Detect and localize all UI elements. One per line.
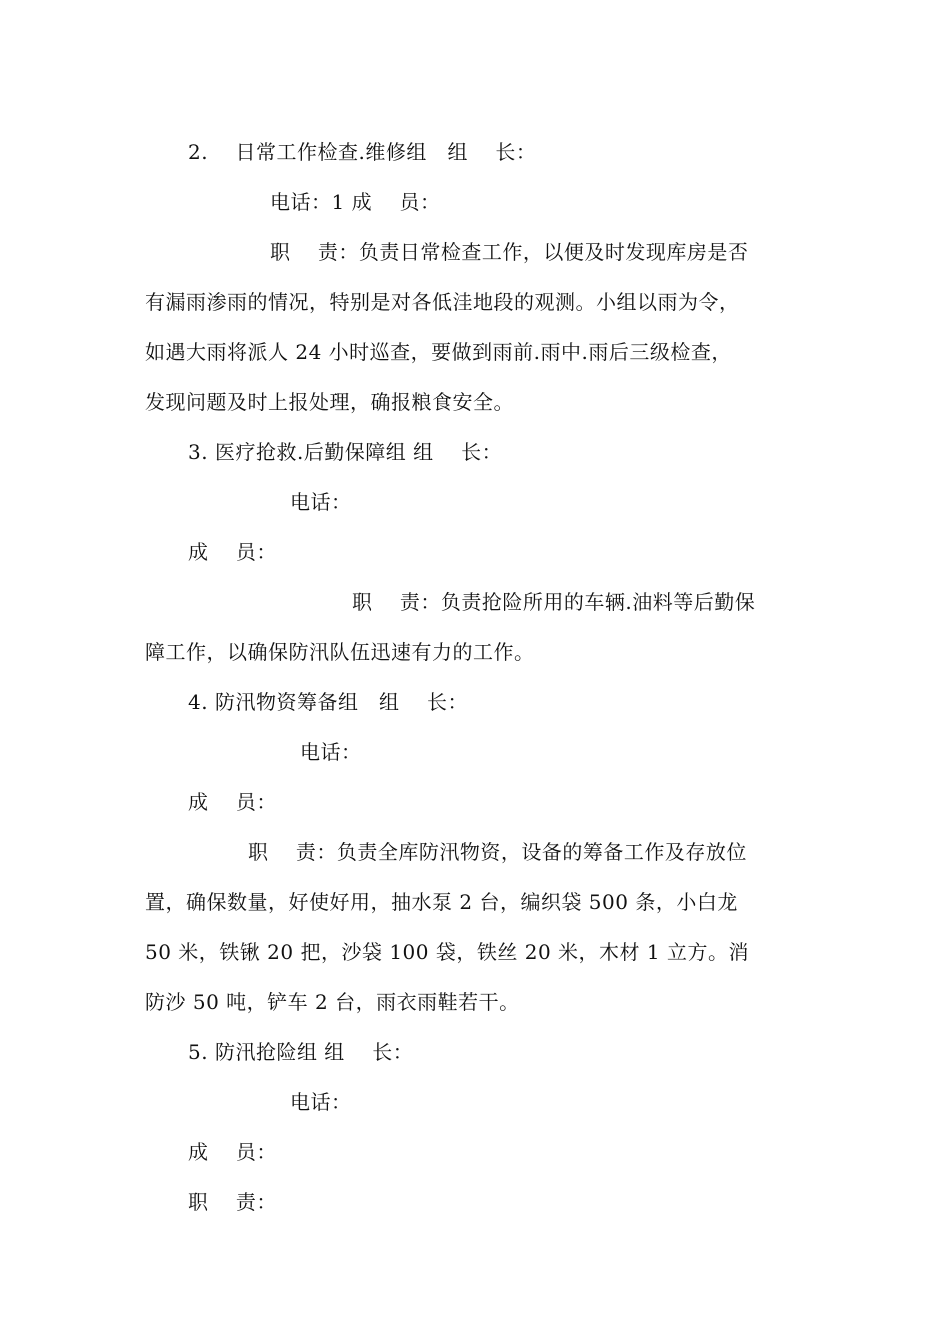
section-3-phone: 电话： bbox=[290, 490, 352, 514]
section-4-phone: 电话： bbox=[300, 740, 362, 764]
section-2-heading: 2. 日常工作检查.维修组 组 长： bbox=[188, 140, 537, 164]
section-2-duty-line-4: 发现问题及时上报处理，确报粮食安全。 bbox=[145, 390, 514, 414]
section-3-members: 成 员： bbox=[188, 540, 277, 564]
section-4-duty-line-3: 50 米，铁锹 20 把，沙袋 100 袋，铁丝 20 米，木材 1 立方。消 bbox=[145, 940, 749, 964]
section-4-duty-line-2: 置，确保数量，好使好用，抽水泵 2 台，编织袋 500 条，小白龙 bbox=[145, 890, 738, 914]
section-5-heading: 5. 防汛抢险组 组 长： bbox=[188, 1040, 414, 1064]
section-3-duty-line-2: 障工作，以确保防汛队伍迅速有力的工作。 bbox=[145, 640, 535, 664]
section-2-duty-line-3: 如遇大雨将派人 24 小时巡查，要做到雨前.雨中.雨后三级检查， bbox=[145, 340, 732, 364]
section-2-duty-line-2: 有漏雨渗雨的情况，特别是对各低洼地段的观测。小组以雨为令， bbox=[145, 290, 740, 314]
section-4-members: 成 员： bbox=[188, 790, 277, 814]
section-4-duty-line-4: 防沙 50 吨，铲车 2 台，雨衣雨鞋若干。 bbox=[145, 990, 520, 1014]
section-5-phone: 电话： bbox=[290, 1090, 352, 1114]
section-4-duty-line-1: 职 责：负责全库防汛物资，设备的筹备工作及存放位 bbox=[248, 840, 747, 864]
section-3-heading: 3. 医疗抢救.后勤保障组 组 长： bbox=[188, 440, 503, 464]
section-5-duty: 职 责： bbox=[188, 1190, 277, 1214]
section-3-duty-line-1: 职 责：负责抢险所用的车辆.油料等后勤保 bbox=[352, 590, 756, 614]
section-2-phone-members: 电话：1 成 员： bbox=[270, 190, 441, 214]
section-5-members: 成 员： bbox=[188, 1140, 277, 1164]
section-4-heading: 4. 防汛物资筹备组 组 长： bbox=[188, 690, 468, 714]
section-2-duty-line-1: 职 责：负责日常检查工作，以便及时发现库房是否 bbox=[270, 240, 749, 264]
